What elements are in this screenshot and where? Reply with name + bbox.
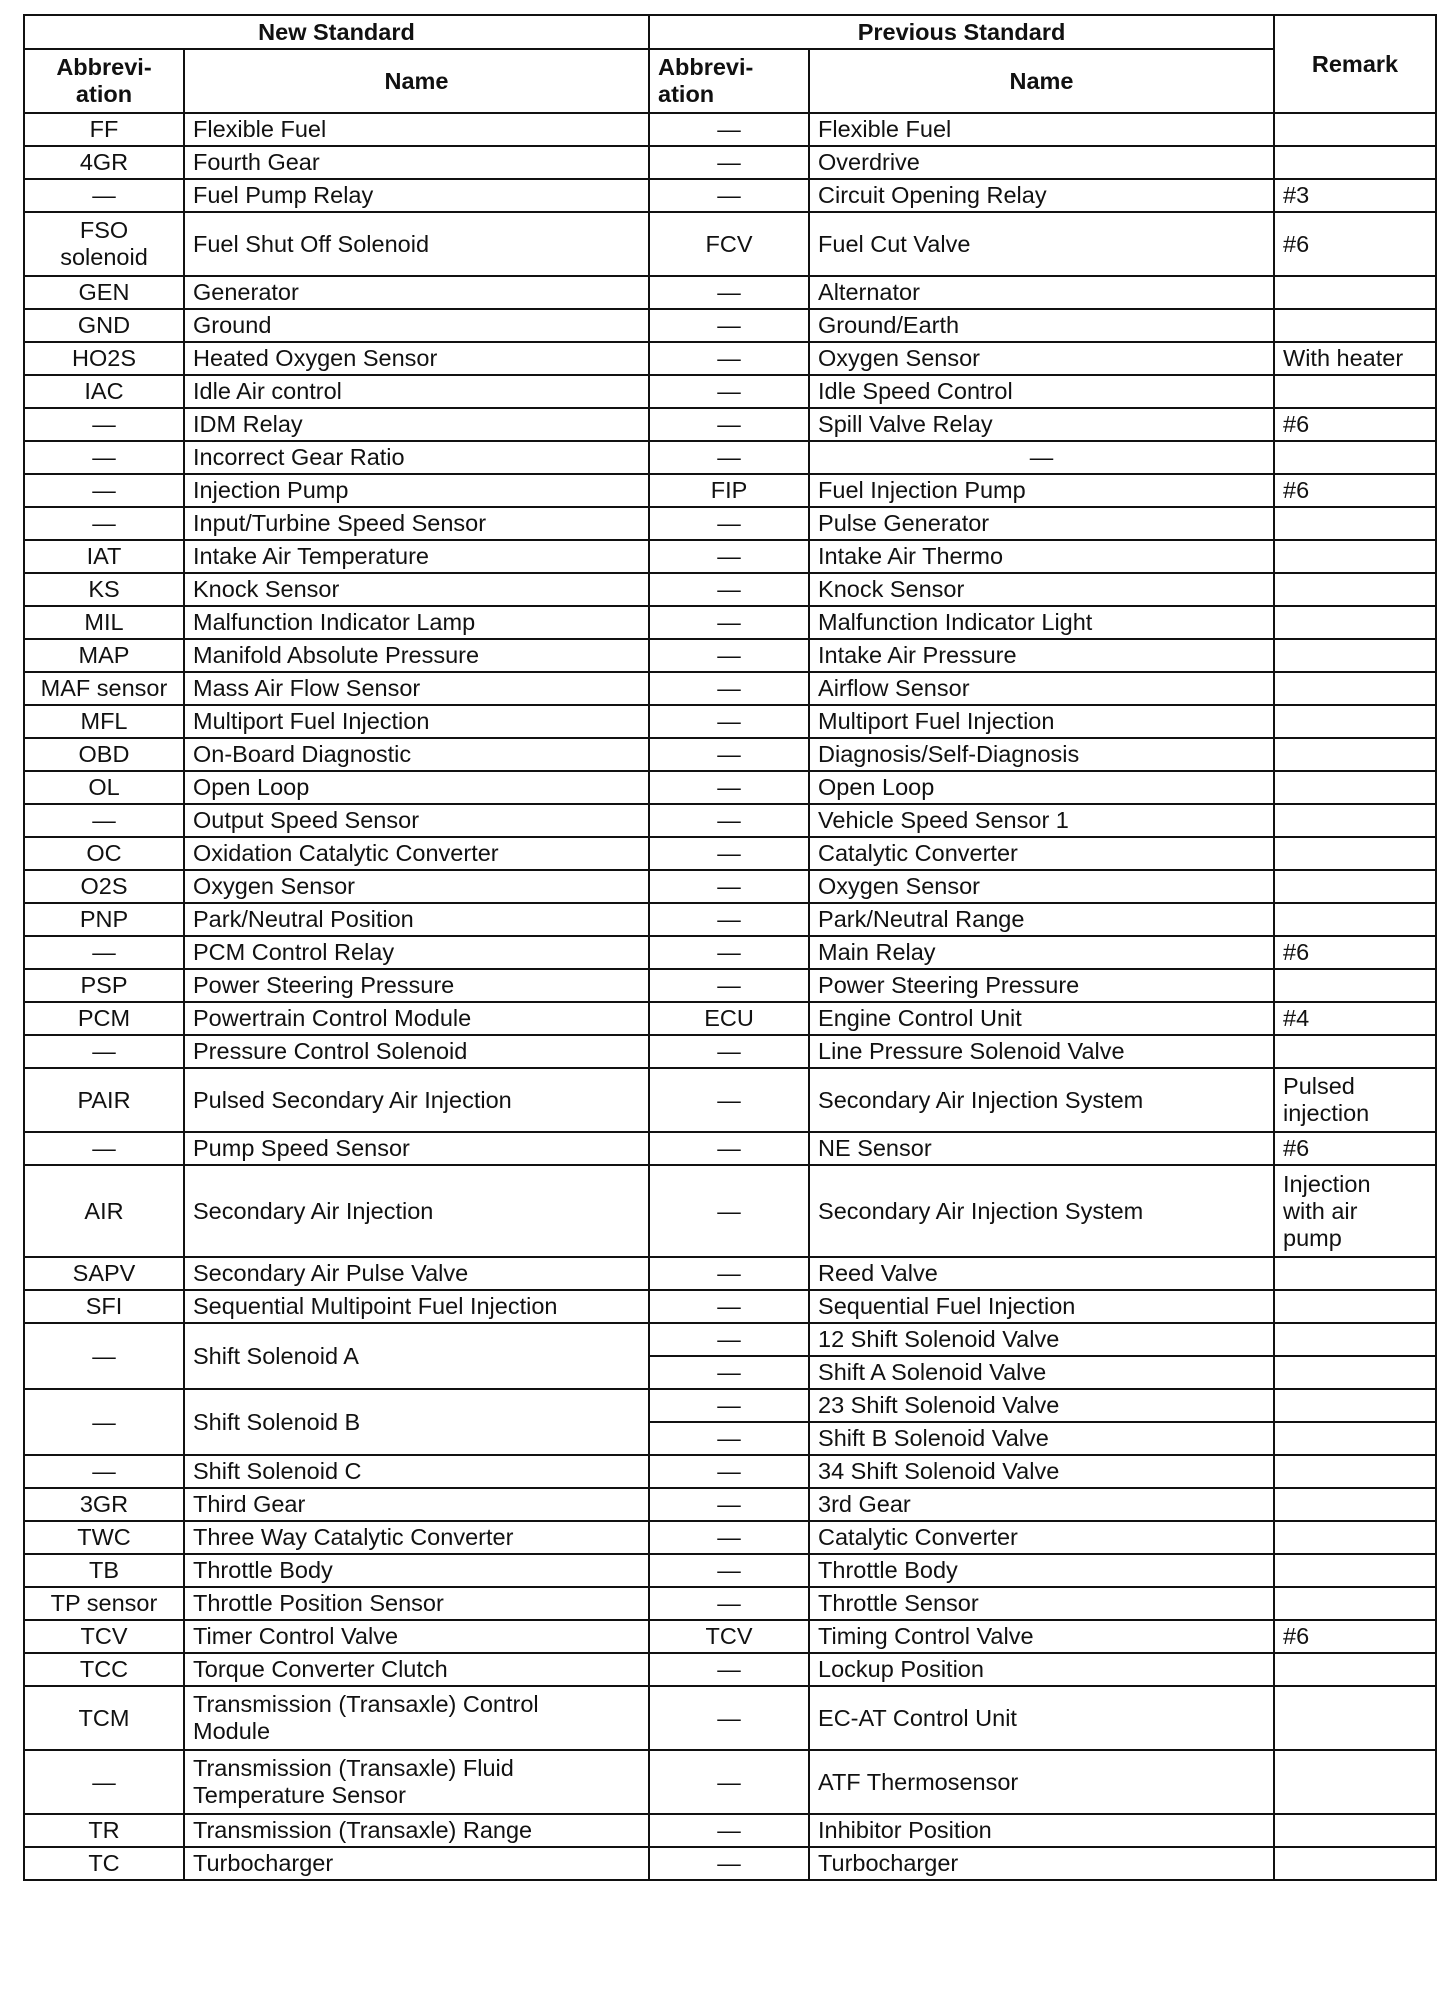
previous-abbreviation-cell: — xyxy=(649,1521,809,1554)
previous-name-cell: ATF Thermosensor xyxy=(809,1750,1274,1814)
remark-cell xyxy=(1274,1750,1436,1814)
new-abbreviation-cell: MAF sensor xyxy=(24,672,184,705)
new-name-cell: Fourth Gear xyxy=(184,146,649,179)
remark-cell xyxy=(1274,1653,1436,1686)
new-name-cell: Throttle Body xyxy=(184,1554,649,1587)
previous-abbreviation-cell: — xyxy=(649,540,809,573)
table-row xyxy=(24,1068,1436,1132)
remark-cell xyxy=(1274,1521,1436,1554)
previous-abbreviation-cell: — xyxy=(649,146,809,179)
remark-cell xyxy=(1274,1422,1436,1455)
remark-cell xyxy=(1274,1035,1436,1068)
table-row xyxy=(24,375,1436,408)
remark-cell xyxy=(1274,771,1436,804)
remark-cell xyxy=(1274,804,1436,837)
remark-cell: #6 xyxy=(1274,1132,1436,1165)
new-abbreviation-cell: TCC xyxy=(24,1653,184,1686)
remark-cell xyxy=(1274,1814,1436,1847)
new-abbreviation-cell: GEN xyxy=(24,276,184,309)
new-name-cell: Output Speed Sensor xyxy=(184,804,649,837)
new-name-cell: Pulsed Secondary Air Injection xyxy=(184,1068,649,1132)
remark-cell xyxy=(1274,276,1436,309)
previous-name-cell: Fuel Injection Pump xyxy=(809,474,1274,507)
table-row xyxy=(24,672,1436,705)
previous-abbreviation-cell: — xyxy=(649,1814,809,1847)
table-row xyxy=(24,179,1436,212)
previous-abbreviation-cell: ECU xyxy=(649,1002,809,1035)
previous-name-cell: Catalytic Converter xyxy=(809,837,1274,870)
table-row xyxy=(24,408,1436,441)
previous-abbreviation-cell: — xyxy=(649,1653,809,1686)
previous-abbreviation-cell: — xyxy=(649,573,809,606)
new-abbreviation-cell: 3GR xyxy=(24,1488,184,1521)
table-row xyxy=(24,705,1436,738)
new-name-cell: Secondary Air Injection xyxy=(184,1165,649,1257)
previous-name-cell: Oxygen Sensor xyxy=(809,342,1274,375)
new-name-cell: Incorrect Gear Ratio xyxy=(184,441,649,474)
new-abbreviation-cell: OL xyxy=(24,771,184,804)
table-row xyxy=(24,1257,1436,1290)
previous-abbreviation-cell: — xyxy=(649,639,809,672)
previous-abbreviation-cell: — xyxy=(649,179,809,212)
previous-abbreviation-cell: — xyxy=(649,375,809,408)
new-name-cell: Timer Control Valve xyxy=(184,1620,649,1653)
previous-name-cell: Pulse Generator xyxy=(809,507,1274,540)
previous-name-cell: Sequential Fuel Injection xyxy=(809,1290,1274,1323)
previous-name-cell: Engine Control Unit xyxy=(809,1002,1274,1035)
new-name-cell: Input/Turbine Speed Sensor xyxy=(184,507,649,540)
previous-abbreviation-cell: — xyxy=(649,1290,809,1323)
previous-abbreviation-cell: — xyxy=(649,1323,809,1356)
new-abbreviation-cell: — xyxy=(24,804,184,837)
new-name-cell: Three Way Catalytic Converter xyxy=(184,1521,649,1554)
new-name-cell: Power Steering Pressure xyxy=(184,969,649,1002)
new-abbreviation-cell: FF xyxy=(24,113,184,146)
table-row xyxy=(24,146,1436,179)
new-abbreviation-cell: PAIR xyxy=(24,1068,184,1132)
new-name-cell: Oxidation Catalytic Converter xyxy=(184,837,649,870)
remark-cell xyxy=(1274,1686,1436,1750)
previous-name-cell: Intake Air Thermo xyxy=(809,540,1274,573)
previous-name-cell: Line Pressure Solenoid Valve xyxy=(809,1035,1274,1068)
new-name-cell: Ground xyxy=(184,309,649,342)
remark-cell xyxy=(1274,309,1436,342)
previous-name-cell: Turbocharger xyxy=(809,1847,1274,1880)
new-abbreviation-cell: PSP xyxy=(24,969,184,1002)
previous-abbreviation-cell: FCV xyxy=(649,212,809,276)
new-abbreviation-cell: MFL xyxy=(24,705,184,738)
remark-cell: Injection with air pump xyxy=(1274,1165,1436,1257)
new-abbreviation-cell: — xyxy=(24,1455,184,1488)
new-abbreviation-cell: — xyxy=(24,1389,184,1455)
previous-name-cell: Multiport Fuel Injection xyxy=(809,705,1274,738)
new-abbreviation-header: Abbrevi- ation xyxy=(24,49,184,113)
new-abbreviation-cell: — xyxy=(24,936,184,969)
table-row xyxy=(24,1686,1436,1750)
previous-abbreviation-cell: — xyxy=(649,771,809,804)
previous-name-cell: Malfunction Indicator Light xyxy=(809,606,1274,639)
remark-cell xyxy=(1274,573,1436,606)
previous-name-cell: Spill Valve Relay xyxy=(809,408,1274,441)
remark-cell xyxy=(1274,441,1436,474)
previous-name-cell: 23 Shift Solenoid Valve xyxy=(809,1389,1274,1422)
remark-cell: #6 xyxy=(1274,212,1436,276)
table-row xyxy=(24,1554,1436,1587)
previous-abbreviation-cell: — xyxy=(649,1847,809,1880)
previous-name-cell: Main Relay xyxy=(809,936,1274,969)
remark-cell xyxy=(1274,870,1436,903)
new-name-cell: IDM Relay xyxy=(184,408,649,441)
new-abbreviation-cell: KS xyxy=(24,573,184,606)
remark-cell: Pulsed injection xyxy=(1274,1068,1436,1132)
table-row xyxy=(24,1132,1436,1165)
previous-standard-header: Previous Standard xyxy=(649,15,1274,49)
previous-abbreviation-cell: — xyxy=(649,1389,809,1422)
remark-cell xyxy=(1274,903,1436,936)
previous-abbreviation-cell: — xyxy=(649,1488,809,1521)
previous-abbreviation-cell: — xyxy=(649,441,809,474)
table-row xyxy=(24,1587,1436,1620)
previous-abbreviation-cell: FIP xyxy=(649,474,809,507)
remark-cell xyxy=(1274,705,1436,738)
new-abbreviation-cell: SAPV xyxy=(24,1257,184,1290)
table-row xyxy=(24,113,1436,146)
new-name-cell: Torque Converter Clutch xyxy=(184,1653,649,1686)
remark-cell xyxy=(1274,1323,1436,1356)
previous-name-cell: Throttle Body xyxy=(809,1554,1274,1587)
new-name-cell: Third Gear xyxy=(184,1488,649,1521)
table-row xyxy=(24,1620,1436,1653)
new-abbreviation-cell: O2S xyxy=(24,870,184,903)
remark-cell xyxy=(1274,969,1436,1002)
remark-cell: #6 xyxy=(1274,1620,1436,1653)
table-row xyxy=(24,771,1436,804)
previous-name-cell: Intake Air Pressure xyxy=(809,639,1274,672)
remark-cell xyxy=(1274,639,1436,672)
new-abbreviation-cell: — xyxy=(24,1750,184,1814)
remark-cell xyxy=(1274,1455,1436,1488)
table-body xyxy=(24,113,1436,1880)
previous-name-cell: Vehicle Speed Sensor 1 xyxy=(809,804,1274,837)
new-name-cell: Malfunction Indicator Lamp xyxy=(184,606,649,639)
remark-cell: With heater xyxy=(1274,342,1436,375)
previous-name-cell: Reed Valve xyxy=(809,1257,1274,1290)
remark-cell xyxy=(1274,1356,1436,1389)
remark-cell xyxy=(1274,606,1436,639)
new-name-cell: Transmission (Transaxle) Control Module xyxy=(184,1686,649,1750)
new-name-cell: Mass Air Flow Sensor xyxy=(184,672,649,705)
new-abbreviation-cell: FSO solenoid xyxy=(24,212,184,276)
new-name-cell: Intake Air Temperature xyxy=(184,540,649,573)
previous-name-cell: Fuel Cut Valve xyxy=(809,212,1274,276)
previous-name-cell: Ground/Earth xyxy=(809,309,1274,342)
table-row xyxy=(24,1290,1436,1323)
previous-name-cell: Alternator xyxy=(809,276,1274,309)
new-name-cell: Secondary Air Pulse Valve xyxy=(184,1257,649,1290)
previous-name-cell: Timing Control Valve xyxy=(809,1620,1274,1653)
previous-name-cell: Power Steering Pressure xyxy=(809,969,1274,1002)
previous-abbreviation-cell: — xyxy=(649,408,809,441)
previous-abbreviation-cell: — xyxy=(649,1686,809,1750)
table-row xyxy=(24,276,1436,309)
previous-name-cell: Shift B Solenoid Valve xyxy=(809,1422,1274,1455)
table-row xyxy=(24,441,1436,474)
previous-abbreviation-header: Abbrevi- ation xyxy=(649,49,809,113)
previous-abbreviation-cell: — xyxy=(649,507,809,540)
new-abbreviation-cell: AIR xyxy=(24,1165,184,1257)
previous-abbreviation-cell: — xyxy=(649,936,809,969)
new-name-cell: Shift Solenoid A xyxy=(184,1323,649,1389)
table-row xyxy=(24,606,1436,639)
previous-abbreviation-cell: — xyxy=(649,705,809,738)
previous-abbreviation-cell: TCV xyxy=(649,1620,809,1653)
remark-cell xyxy=(1274,1587,1436,1620)
previous-abbreviation-cell: — xyxy=(649,804,809,837)
previous-abbreviation-cell: — xyxy=(649,276,809,309)
previous-abbreviation-cell: — xyxy=(649,1455,809,1488)
remark-cell xyxy=(1274,1847,1436,1880)
previous-name-cell: Secondary Air Injection System xyxy=(809,1165,1274,1257)
new-name-cell: Turbocharger xyxy=(184,1847,649,1880)
new-name-cell: Fuel Pump Relay xyxy=(184,179,649,212)
new-name-cell: Open Loop xyxy=(184,771,649,804)
previous-name-cell: Catalytic Converter xyxy=(809,1521,1274,1554)
previous-name-cell: Throttle Sensor xyxy=(809,1587,1274,1620)
new-abbreviation-cell: — xyxy=(24,179,184,212)
previous-abbreviation-cell: — xyxy=(649,837,809,870)
table-row xyxy=(24,474,1436,507)
previous-abbreviation-cell: — xyxy=(649,342,809,375)
new-standard-header: New Standard xyxy=(24,15,649,49)
previous-name-cell: Oxygen Sensor xyxy=(809,870,1274,903)
new-abbreviation-cell: MIL xyxy=(24,606,184,639)
new-name-cell: Sequential Multipoint Fuel Injection xyxy=(184,1290,649,1323)
abbreviation-table xyxy=(23,14,1437,1881)
remark-cell xyxy=(1274,507,1436,540)
new-name-cell: Pressure Control Solenoid xyxy=(184,1035,649,1068)
remark-cell xyxy=(1274,113,1436,146)
remark-cell: #3 xyxy=(1274,179,1436,212)
previous-name-cell: Idle Speed Control xyxy=(809,375,1274,408)
table-row xyxy=(24,1521,1436,1554)
previous-name-cell: Park/Neutral Range xyxy=(809,903,1274,936)
previous-name-cell: EC-AT Control Unit xyxy=(809,1686,1274,1750)
remark-cell xyxy=(1274,1257,1436,1290)
remark-cell xyxy=(1274,146,1436,179)
new-name-cell: PCM Control Relay xyxy=(184,936,649,969)
remark-cell xyxy=(1274,540,1436,573)
new-name-cell: Park/Neutral Position xyxy=(184,903,649,936)
new-name-cell: Injection Pump xyxy=(184,474,649,507)
table-row xyxy=(24,1750,1436,1814)
previous-name-cell: Airflow Sensor xyxy=(809,672,1274,705)
new-name-cell: On-Board Diagnostic xyxy=(184,738,649,771)
new-name-cell: Shift Solenoid C xyxy=(184,1455,649,1488)
new-abbreviation-cell: — xyxy=(24,1035,184,1068)
table-row xyxy=(24,1035,1436,1068)
new-abbreviation-cell: IAC xyxy=(24,375,184,408)
new-name-header: Name xyxy=(184,49,649,113)
previous-name-cell: Secondary Air Injection System xyxy=(809,1068,1274,1132)
new-name-cell: Transmission (Transaxle) Fluid Temperature Sensor xyxy=(184,1750,649,1814)
previous-abbreviation-cell: — xyxy=(649,1035,809,1068)
table-row xyxy=(24,639,1436,672)
new-abbreviation-cell: PCM xyxy=(24,1002,184,1035)
table-row xyxy=(24,738,1436,771)
table-row xyxy=(24,1653,1436,1686)
previous-abbreviation-cell: — xyxy=(649,1750,809,1814)
table-row xyxy=(24,1455,1436,1488)
previous-name-cell: Inhibitor Position xyxy=(809,1814,1274,1847)
remark-cell xyxy=(1274,1554,1436,1587)
previous-name-cell: NE Sensor xyxy=(809,1132,1274,1165)
new-abbreviation-cell: SFI xyxy=(24,1290,184,1323)
table-row xyxy=(24,903,1436,936)
table-row xyxy=(24,1847,1436,1880)
new-abbreviation-cell: — xyxy=(24,408,184,441)
table-row xyxy=(24,507,1436,540)
new-abbreviation-cell: — xyxy=(24,1323,184,1389)
new-abbreviation-cell: MAP xyxy=(24,639,184,672)
remark-cell xyxy=(1274,1290,1436,1323)
new-name-cell: Idle Air control xyxy=(184,375,649,408)
new-abbreviation-cell: TCV xyxy=(24,1620,184,1653)
new-name-cell: Manifold Absolute Pressure xyxy=(184,639,649,672)
previous-abbreviation-cell: — xyxy=(649,903,809,936)
previous-name-cell: Diagnosis/Self-Diagnosis xyxy=(809,738,1274,771)
table-row xyxy=(24,804,1436,837)
new-name-cell: Heated Oxygen Sensor xyxy=(184,342,649,375)
new-name-cell: Powertrain Control Module xyxy=(184,1002,649,1035)
new-name-cell: Oxygen Sensor xyxy=(184,870,649,903)
new-abbreviation-cell: OBD xyxy=(24,738,184,771)
remark-cell xyxy=(1274,375,1436,408)
table-row xyxy=(24,870,1436,903)
table-row xyxy=(24,1002,1436,1035)
table-row xyxy=(24,1165,1436,1257)
new-name-cell: Shift Solenoid B xyxy=(184,1389,649,1455)
new-name-cell: Generator xyxy=(184,276,649,309)
new-abbreviation-cell: GND xyxy=(24,309,184,342)
new-name-cell: Knock Sensor xyxy=(184,573,649,606)
table-row xyxy=(24,1488,1436,1521)
previous-abbreviation-cell: — xyxy=(649,1422,809,1455)
new-abbreviation-cell: PNP xyxy=(24,903,184,936)
previous-name-cell: Shift A Solenoid Valve xyxy=(809,1356,1274,1389)
remark-cell: #4 xyxy=(1274,1002,1436,1035)
new-name-cell: Pump Speed Sensor xyxy=(184,1132,649,1165)
previous-abbreviation-cell: — xyxy=(649,1554,809,1587)
table-row xyxy=(24,212,1436,276)
new-abbreviation-cell: TC xyxy=(24,1847,184,1880)
previous-name-cell: Overdrive xyxy=(809,146,1274,179)
new-abbreviation-cell: TCM xyxy=(24,1686,184,1750)
new-abbreviation-cell: — xyxy=(24,474,184,507)
previous-abbreviation-cell: — xyxy=(649,1356,809,1389)
remark-cell xyxy=(1274,738,1436,771)
remark-header: Remark xyxy=(1274,15,1436,113)
previous-abbreviation-cell: — xyxy=(649,309,809,342)
new-abbreviation-cell: — xyxy=(24,507,184,540)
previous-abbreviation-cell: — xyxy=(649,1068,809,1132)
previous-abbreviation-cell: — xyxy=(649,1132,809,1165)
table-row xyxy=(24,309,1436,342)
previous-abbreviation-cell: — xyxy=(649,1587,809,1620)
table-row xyxy=(24,1389,1436,1422)
table-row xyxy=(24,837,1436,870)
table-row xyxy=(24,936,1436,969)
table-row xyxy=(24,1323,1436,1356)
new-abbreviation-cell: — xyxy=(24,441,184,474)
remark-cell xyxy=(1274,1488,1436,1521)
previous-name-cell: Open Loop xyxy=(809,771,1274,804)
remark-cell: #6 xyxy=(1274,408,1436,441)
new-abbreviation-cell: — xyxy=(24,1132,184,1165)
new-name-cell: Multiport Fuel Injection xyxy=(184,705,649,738)
remark-cell: #6 xyxy=(1274,936,1436,969)
remark-cell xyxy=(1274,672,1436,705)
previous-abbreviation-cell: — xyxy=(649,870,809,903)
table-row xyxy=(24,573,1436,606)
remark-cell: #6 xyxy=(1274,474,1436,507)
previous-name-cell: 12 Shift Solenoid Valve xyxy=(809,1323,1274,1356)
previous-name-cell: — xyxy=(809,441,1274,474)
previous-name-cell: Flexible Fuel xyxy=(809,113,1274,146)
previous-abbreviation-cell: — xyxy=(649,606,809,639)
table-row xyxy=(24,342,1436,375)
table-row xyxy=(24,540,1436,573)
previous-abbreviation-cell: — xyxy=(649,1165,809,1257)
table-row xyxy=(24,969,1436,1002)
previous-name-cell: Knock Sensor xyxy=(809,573,1274,606)
new-abbreviation-cell: OC xyxy=(24,837,184,870)
previous-name-cell: 3rd Gear xyxy=(809,1488,1274,1521)
new-abbreviation-cell: IAT xyxy=(24,540,184,573)
previous-abbreviation-cell: — xyxy=(649,969,809,1002)
remark-cell xyxy=(1274,1389,1436,1422)
new-name-cell: Fuel Shut Off Solenoid xyxy=(184,212,649,276)
remark-cell xyxy=(1274,837,1436,870)
previous-abbreviation-cell: — xyxy=(649,113,809,146)
new-abbreviation-cell: HO2S xyxy=(24,342,184,375)
new-abbreviation-cell: 4GR xyxy=(24,146,184,179)
previous-name-cell: Lockup Position xyxy=(809,1653,1274,1686)
new-name-cell: Transmission (Transaxle) Range xyxy=(184,1814,649,1847)
previous-abbreviation-cell: — xyxy=(649,1257,809,1290)
new-abbreviation-cell: TWC xyxy=(24,1521,184,1554)
new-abbreviation-cell: TB xyxy=(24,1554,184,1587)
previous-name-cell: 34 Shift Solenoid Valve xyxy=(809,1455,1274,1488)
previous-name-header: Name xyxy=(809,49,1274,113)
new-abbreviation-cell: TP sensor xyxy=(24,1587,184,1620)
new-abbreviation-cell: TR xyxy=(24,1814,184,1847)
new-name-cell: Throttle Position Sensor xyxy=(184,1587,649,1620)
previous-abbreviation-cell: — xyxy=(649,672,809,705)
table-row xyxy=(24,1814,1436,1847)
previous-name-cell: Circuit Opening Relay xyxy=(809,179,1274,212)
new-name-cell: Flexible Fuel xyxy=(184,113,649,146)
previous-abbreviation-cell: — xyxy=(649,738,809,771)
